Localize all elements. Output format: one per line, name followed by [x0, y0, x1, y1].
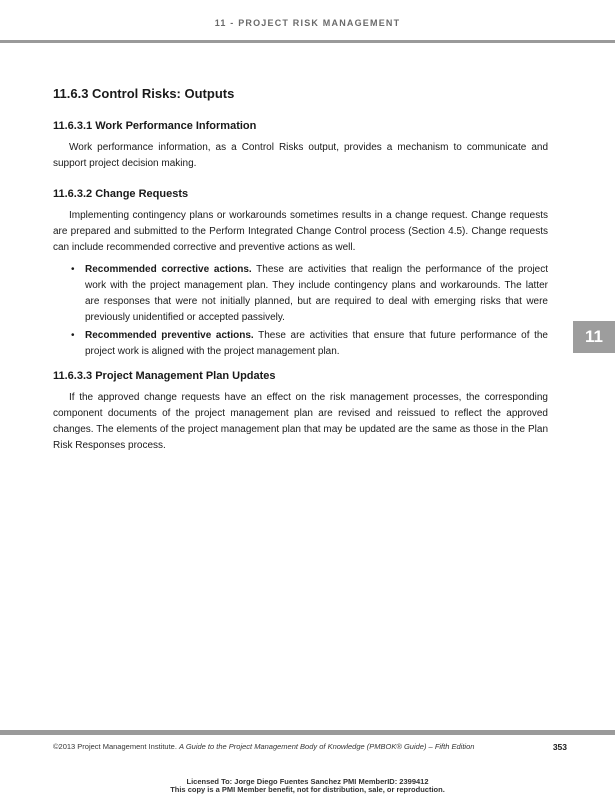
paragraph-change-requests: Implementing contingency plans or workarounds sometimes results in a change request. Change requests are prepared and submitted to the Perform Integrated Change Control process (Section 4.5). Change requests can include recommended corrective and preventive actions as well.	[53, 210, 548, 253]
bullet-text: These are activities that ensure that future performance of the project work is aligned with the project management plan.	[85, 330, 548, 357]
page-number: 353	[552, 742, 567, 752]
footer	[53, 742, 567, 751]
paragraph-work-performance: Work performance information, as a Control Risks output, provides a mechanism to communicate and support project decision making.	[53, 142, 548, 169]
bullet-icon: •	[71, 330, 75, 341]
list-item	[71, 262, 548, 326]
list-item	[71, 328, 548, 360]
bullet-text: These are activities that realign the performance of the project work with the project management plan. They include contingency plans and workarounds. The latter are responses that were not initially planned, but are required to deal with emerging risks that were previously unidentified or accepted passively.	[85, 264, 548, 323]
running-header: 11 - PROJECT RISK MANAGEMENT	[214, 18, 401, 28]
subsection-title-plan-updates: 11.6.3.3 Project Management Plan Updates	[53, 370, 276, 382]
paragraph-plan-updates: If the approved change requests have an effect on the risk management processes, the corresponding component documents of the project management plan are revised and reissued to reflect the approved changes. The elements of the project management plan that may be updated are the same as those in the Plan Risk Responses process.	[53, 392, 548, 451]
section-title: 11.6.3 Control Risks: Outputs	[53, 86, 235, 101]
chapter-tab: 11	[573, 321, 615, 353]
license-line-1: Licensed To: Jorge Diego Fuentes Sanchez PMI MemberID: 2399412	[186, 777, 429, 786]
page-content	[53, 86, 548, 470]
change-requests-bullet-list	[53, 262, 548, 360]
footer-book-title: A Guide to the Project Management Body of Knowledge (PMBOK® Guide) – Fifth Edition	[179, 742, 475, 751]
license-notice	[0, 778, 615, 794]
footer-copyright: ©2013 Project Management Institute.	[53, 742, 180, 751]
bullet-icon: •	[71, 264, 75, 275]
header-rule	[0, 40, 615, 43]
subsection-title-change-requests: 11.6.3.2 Change Requests	[53, 188, 189, 200]
bullet-lead: Recommended corrective actions.	[85, 264, 252, 275]
subsection-title-work-performance: 11.6.3.1 Work Performance Information	[53, 120, 257, 132]
license-line-2: This copy is a PMI Member benefit, not for distribution, sale, or reproduction.	[170, 785, 445, 794]
bullet-lead: Recommended preventive actions.	[85, 330, 254, 341]
footer-rule	[0, 730, 615, 735]
